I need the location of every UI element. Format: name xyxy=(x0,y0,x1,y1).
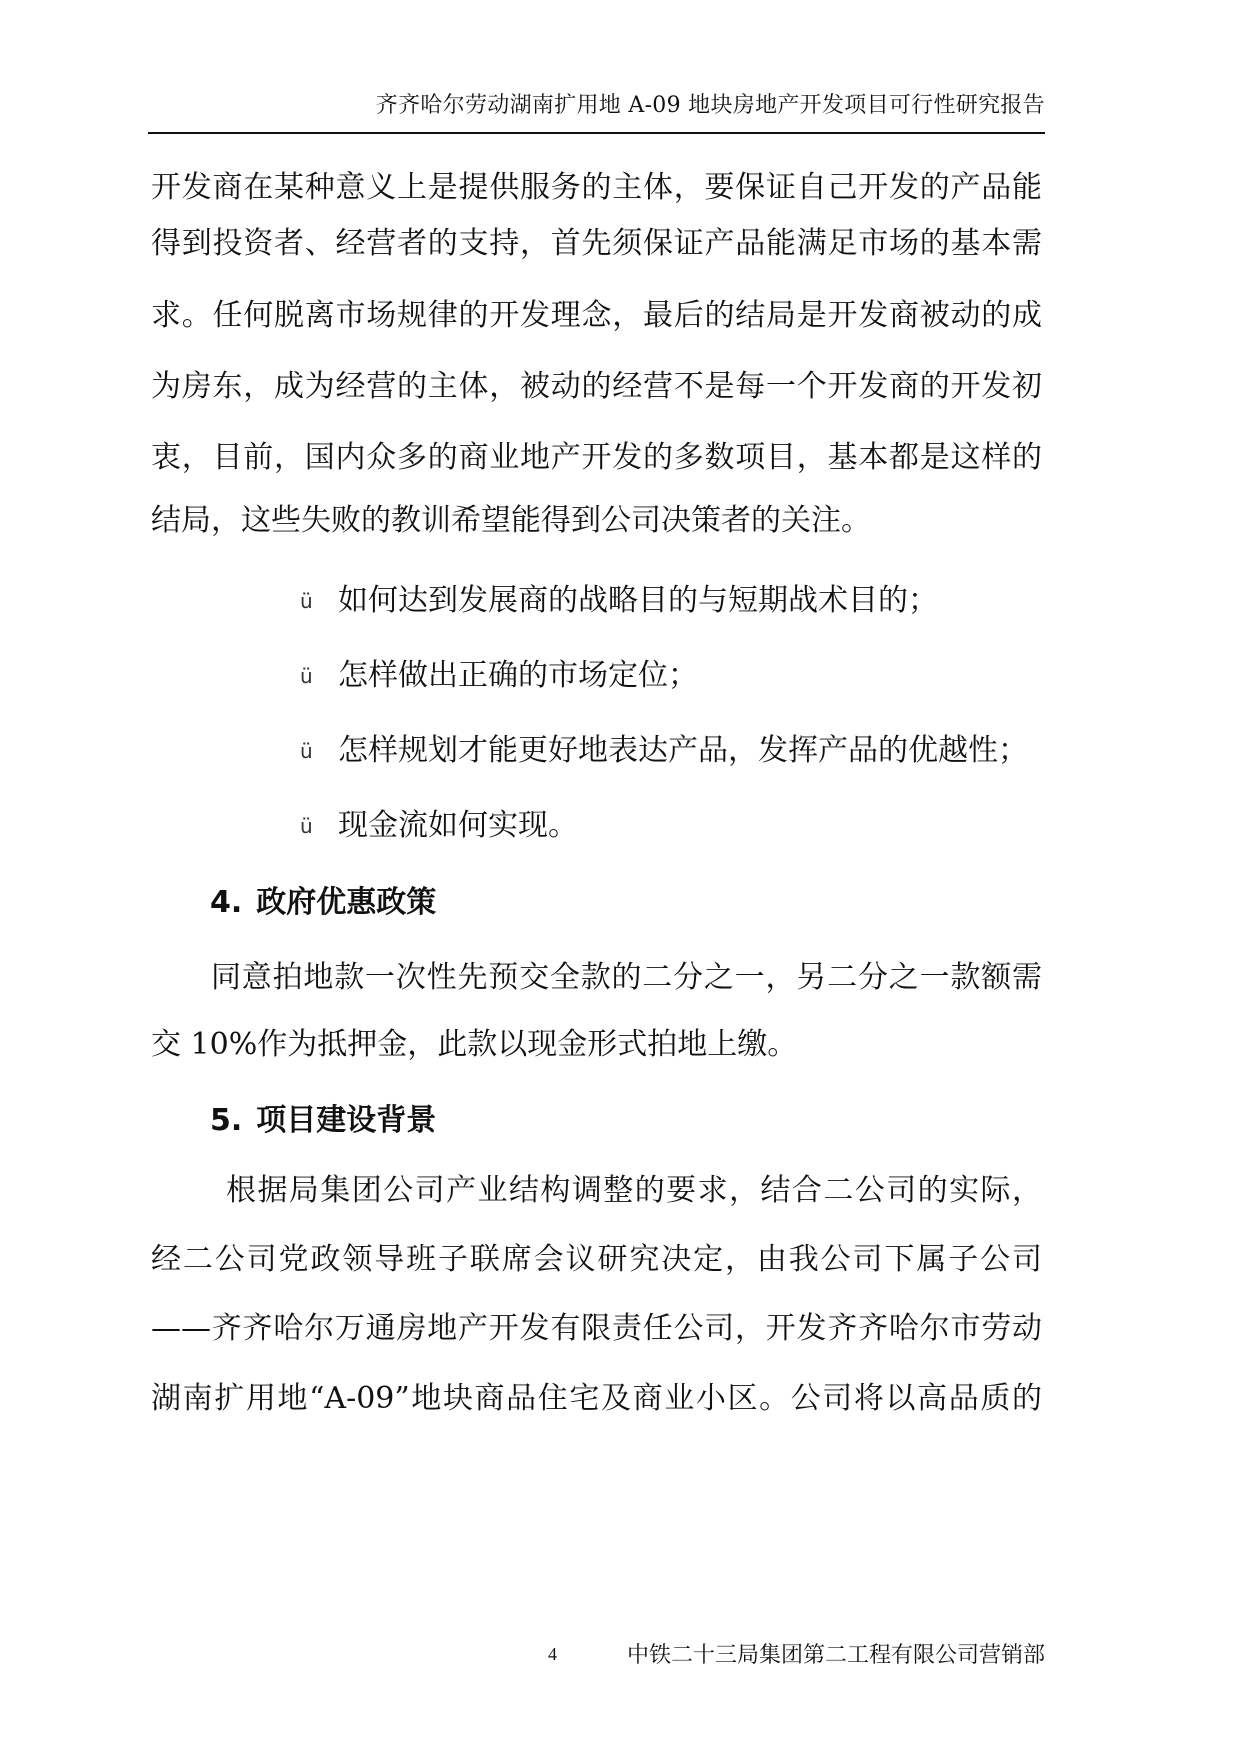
paragraph-line: ——齐齐哈尔万通房地产开发有限责任公司，开发齐齐哈尔市劳动 xyxy=(151,1311,1042,1346)
page-footer xyxy=(0,1636,1241,1676)
paragraph-line: 交 10%作为抵押金，此款以现金形式拍地上缴。 xyxy=(151,1027,798,1062)
list-item xyxy=(300,581,938,621)
page-number: 4 xyxy=(548,1644,557,1664)
paragraph-line: 同意拍地款一次性先预交全款的二分之一，另二分之一款额需 xyxy=(211,960,1042,995)
list-item xyxy=(300,731,1028,771)
checkmark-bullet-icon: ü xyxy=(300,664,313,688)
section-number: 4. xyxy=(210,885,243,920)
page-header xyxy=(148,84,1045,134)
checkmark-bullet-icon: ü xyxy=(300,814,313,838)
paragraph-line: 开发商在某种意义上是提供服务的主体，要保证自己开发的产品能 xyxy=(151,170,1042,205)
paragraph-line: 衷，目前，国内众多的商业地产开发的多数项目，基本都是这样的 xyxy=(151,440,1042,475)
list-item-text: 怎样做出正确的市场定位； xyxy=(338,658,698,693)
paragraph-line: 结局，这些失败的教训希望能得到公司决策者的关注。 xyxy=(151,503,871,538)
section-number: 5. xyxy=(210,1103,243,1138)
paragraph-line: 求。任何脱离市场规律的开发理念，最后的结局是开发商被动的成 xyxy=(151,298,1042,333)
document-title: 齐齐哈尔劳动湖南扩用地 A-09 地块房地产开发项目可行性研究报告 xyxy=(375,93,1045,118)
paragraph-line: 湖南扩用地“A-09”地块商品住宅及商业小区。公司将以高品质的 xyxy=(151,1381,1042,1416)
paragraph-line: 经二公司党政领导班子联席会议研究决定，由我公司下属子公司 xyxy=(151,1242,1042,1277)
list-item-text: 怎样规划才能更好地表达产品，发挥产品的优越性； xyxy=(338,733,1028,768)
footer-company: 中铁二十三局集团第二工程有限公司营销部 xyxy=(626,1643,1045,1668)
checkmark-bullet-icon: ü xyxy=(300,739,313,763)
section-heading xyxy=(210,883,436,923)
paragraph-line: 为房东，成为经营的主体，被动的经营不是每一个开发商的开发初 xyxy=(151,369,1042,404)
list-item-text: 如何达到发展商的战略目的与短期战术目的； xyxy=(338,583,938,618)
header-divider xyxy=(148,132,1045,134)
list-item xyxy=(300,656,698,696)
checkmark-bullet-icon: ü xyxy=(300,589,313,613)
list-item xyxy=(300,806,578,846)
section-heading xyxy=(210,1101,436,1141)
paragraph-line: 得到投资者、经营者的支持，首先须保证产品能满足市场的基本需 xyxy=(151,226,1042,261)
paragraph-line: 根据局集团公司产业结构调整的要求，结合二公司的实际， xyxy=(226,1173,1042,1208)
section-title: 项目建设背景 xyxy=(256,1103,437,1138)
list-item-text: 现金流如何实现。 xyxy=(338,808,578,843)
section-title: 政府优惠政策 xyxy=(256,885,437,920)
